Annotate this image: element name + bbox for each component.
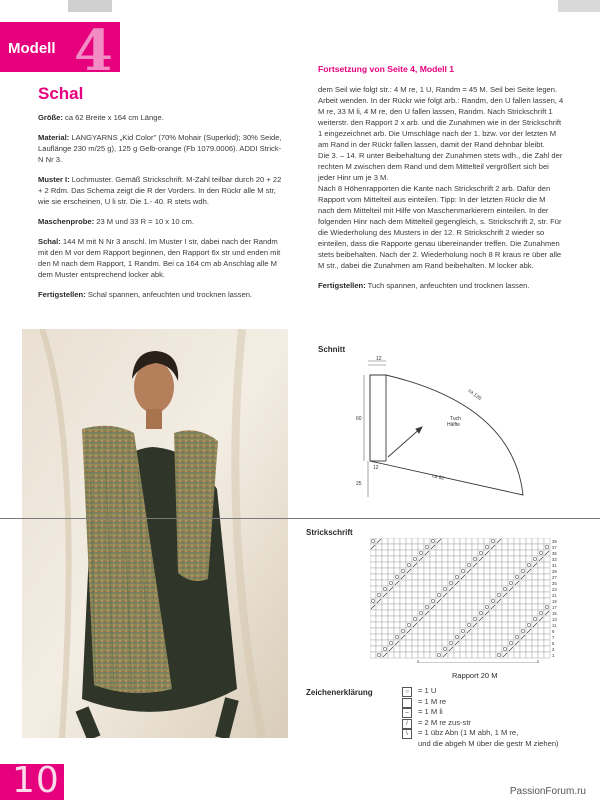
section-number: 4: [74, 18, 113, 84]
chart-row-number: 13: [552, 617, 557, 622]
chart-row-number: 27: [552, 575, 557, 580]
chart-row-number: 11: [552, 623, 557, 628]
watermark: PassionForum.ru: [509, 786, 586, 797]
chart-row-number: 25: [552, 581, 557, 586]
chart-row-number: 39: [552, 539, 557, 544]
chart-row-number: 29: [552, 569, 557, 574]
finishing-paragraph-left: Fertigstellen: Schal spannen, anfeuchten und trocknen lassen.: [38, 290, 253, 299]
chart-row-number: 1: [552, 653, 555, 658]
chart-row-number: 21: [552, 593, 557, 598]
dim-bottom: ca 82: [431, 473, 445, 482]
center-label-2: Hälfte: [447, 422, 461, 428]
ssk-symbol-icon: \: [402, 729, 412, 739]
dim-arc: ca 126: [466, 387, 483, 402]
schnitt-label: Schnitt: [318, 345, 346, 354]
rapport-bracket: [418, 660, 538, 663]
material-paragraph: Material: LANGYARNS „Kid Color" (70% Mohair (Superkid); 30% Seide, Lauflänge 230 m/25 g), 125 g Gelb-orange (Fb 1079.0006). ADDI Strick-N Nr 3.: [38, 133, 282, 164]
legend-row-k2tog: / = 2 M re zus-str: [402, 718, 559, 729]
knitting-chart: [370, 538, 570, 663]
chart-row-number: 9: [552, 629, 555, 634]
yarn-over-symbol-icon: ○: [402, 687, 412, 697]
legend-extra-text: und die abgeh M über die gestr M ziehen): [418, 738, 559, 748]
chart-row-number: 17: [552, 605, 557, 610]
chart-row-number: 19: [552, 599, 557, 604]
chart-row-number: 31: [552, 563, 557, 568]
dim-bottom-step: 12: [373, 465, 379, 471]
gauge-paragraph: Maschenprobe: 23 M und 33 R = 10 x 10 cm.: [38, 217, 194, 226]
legend-row-knit: = 1 M re: [402, 697, 559, 708]
chart-row-number: 15: [552, 611, 557, 616]
legend-row-yarn-over: ○ = 1 U: [402, 686, 559, 697]
divider-line: [0, 518, 600, 519]
k2tog-symbol-icon: /: [402, 719, 412, 729]
strickschrift-label: Strickschrift: [306, 528, 353, 537]
finishing-paragraph-right: Fertigstellen: Tuch spannen, anfeuchten und trocknen lassen.: [318, 281, 530, 290]
instructions-left: [38, 112, 282, 309]
chart-row-number: 3: [552, 647, 555, 652]
chart-row-number: 35: [552, 551, 557, 556]
section-tab: [0, 18, 120, 84]
page-number-box: [0, 760, 64, 801]
rapport-label: Rapport 20 M: [452, 671, 498, 680]
legend: [402, 686, 559, 749]
size-paragraph: Größe: ca 62 Breite x 164 cm Länge.: [38, 113, 164, 122]
chart-row-number: 7: [552, 635, 555, 640]
section-word: Modell: [8, 40, 56, 57]
scarf-paragraph: Schal: 144 M mit N Nr 3 anschl. Im Muster I str, dabei nach der Randm mit den M vor dem Rapport beginnen, den Rapport 6x str und enden mit den M nach dem Rapport, 1 Randm. Bei ca 164 cm ab Anschlag alle M dem Muster entsprechend locker abk.: [38, 237, 281, 279]
schnitt-diagram: [318, 345, 568, 515]
chart-row-number: 37: [552, 545, 557, 550]
legend-row-ssk: \ = 1 übz Abn (1 M abh, 1 M re,: [402, 728, 559, 739]
top-corner-block: [68, 0, 112, 12]
continued-paragraph-1: dem Seil wie folgt str.: 4 M re, 1 U, Randm = 45 M. Seil bei Seite legen. Arbeit wenden. In der Rückr wie folgt arb.: Randm, den U fallen lassen, 4 M re, 33 M li, 4 M re, den U fallen lassen, Randm. Nach Strickschrift 1 weiterstr. den Rapport 2 x arb. und die Zunahmen wie in der Strickschrift 1 eingezeichnet arb. Die Umschläge nach der 1. bzw. vor der letzten M am Rand in der Rückr fallen lassen, damit der Rand dehnbar bleibt.: [318, 85, 564, 149]
chart-row-number: 33: [552, 557, 557, 562]
instructions-right: [318, 84, 564, 300]
page-number: 10: [12, 760, 60, 801]
center-label-1: Tuch: [450, 416, 461, 422]
continued-paragraph-2: Die 3. – 14. R unter Beibehaltung der Zunahmen stets wdh., die Zahl der rechten M zwischen dem Rand und dem Mittelteil vergrößert sich bei jeder Hinr um je 3 M.: [318, 151, 563, 182]
dim-left: 60: [356, 416, 362, 422]
top-corner-block-right: [558, 0, 600, 12]
knit-symbol-icon: [402, 698, 412, 708]
chart-grid: [370, 538, 550, 658]
chart-row-number: 5: [552, 641, 555, 646]
continued-paragraph-3: Nach 8 Höhenrapporten die Kante nach Strickschrift 2 arb. Dafür den Rapport vom Mittelteil aus einteilen. Tipp: In der letzten Rückr die M nach dem Mittelteil mit Hilfe von Maschenmarkierern einteilen. In der folgenden Hinr nach dem Mittelteil gegengleich, s. Strickschrift 2, str. Für die Wiederholung des Musters in der 12. R Strickschrift 2 wieder so einteilen, dass die Rapporte genau übereinander treffen. Die Zunahmen stets beibehalten. Nach der 2. Wiederholung noch 8 R kraus re über alle M str., dabei die Zunahmen am Rand beibehalten. M locker abk.: [318, 184, 562, 270]
continuation-note: Fortsetzung von Seite 4, Modell 1: [318, 64, 455, 74]
model-photo: [22, 329, 288, 738]
purl-symbol-icon: –: [402, 708, 412, 718]
legend-title: Zeichenerklärung: [306, 688, 373, 697]
legend-row-purl: – = 1 M li: [402, 707, 559, 718]
dim-top: 12: [376, 356, 382, 362]
dim-bottom-left: 25: [356, 481, 362, 487]
pattern-paragraph: Muster I: Lochmuster. Gemäß Strickschrift. M-Zahl teilbar durch 20 + 22 + 2 Rdm. Das Schema zeigt die R der Vorders. In den Rückr alle M str, wie sie erscheinen, U li str. Die 1.- 40. R stets wdh.: [38, 175, 282, 206]
page-title: Schal: [38, 84, 84, 103]
chart-row-number: 23: [552, 587, 557, 592]
